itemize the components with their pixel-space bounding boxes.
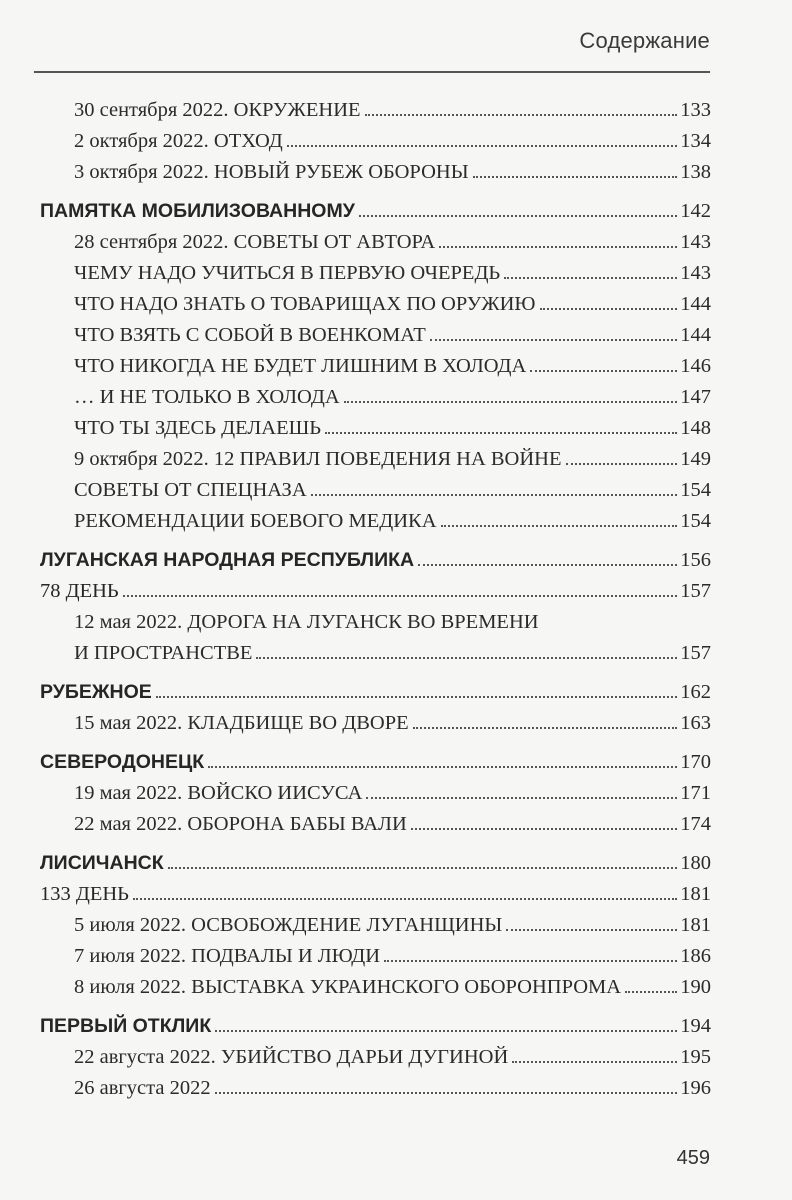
toc-subentry[interactable]: [74, 227, 711, 258]
toc-subentry[interactable]: [74, 95, 711, 126]
toc-section-entry[interactable]: [40, 848, 711, 879]
toc-subentry[interactable]: [74, 258, 711, 289]
dot-leader: [133, 898, 677, 900]
toc-subentry[interactable]: [74, 1042, 711, 1073]
toc-entry-title: ЛИСИЧАНСК: [40, 852, 164, 874]
toc-subentry[interactable]: [74, 126, 711, 157]
toc-subentry[interactable]: [74, 413, 711, 444]
toc-entry-page: 170: [680, 751, 711, 773]
toc-subentry[interactable]: [74, 910, 711, 941]
toc-subentry[interactable]: [74, 382, 711, 413]
dot-leader: [566, 463, 678, 465]
toc-entry-title-line: 12 мая 2022. ДОРОГА НА ЛУГАНСК ВО ВРЕМЕНИ: [74, 611, 539, 633]
toc-section-entry[interactable]: [40, 879, 711, 910]
group-spacer: [0, 739, 792, 747]
toc-entry-page: 157: [680, 580, 711, 602]
dot-leader: [625, 991, 677, 993]
toc-entry-page: 133: [680, 99, 711, 121]
dot-leader: [366, 797, 677, 799]
dot-leader: [215, 1092, 678, 1094]
toc-entry-title: 26 августа 2022: [74, 1077, 211, 1099]
toc-subentry[interactable]: [74, 475, 711, 506]
toc-subentry[interactable]: [74, 444, 711, 475]
header-rule: [34, 71, 710, 73]
toc-section-entry[interactable]: [40, 196, 711, 227]
toc-entry-page: 138: [680, 161, 711, 183]
toc-section-entry[interactable]: [40, 1011, 711, 1042]
toc-entry-page: 186: [680, 945, 711, 967]
dot-leader: [512, 1061, 677, 1063]
toc-subentry[interactable]: [74, 778, 711, 809]
toc-entry-page: 157: [680, 642, 711, 664]
toc-entry-page: 148: [680, 417, 711, 439]
toc-entry-page: 143: [680, 231, 711, 253]
toc-entry-title: ПЕРВЫЙ ОТКЛИК: [40, 1015, 212, 1037]
table-of-contents: [0, 95, 792, 1104]
toc-entry-title: ЧТО ТЫ ЗДЕСЬ ДЕЛАЕШЬ: [74, 417, 322, 439]
toc-entry-title: 2 октября 2022. ОТХОД: [74, 130, 283, 152]
toc-entry-title: 133 ДЕНЬ: [40, 883, 129, 905]
page-number: 459: [676, 1147, 710, 1169]
toc-entry-page: 154: [680, 479, 711, 501]
toc-subentry[interactable]: [74, 708, 711, 739]
toc-entry-page: 156: [680, 549, 711, 571]
toc-entry-title: ЧТО НАДО ЗНАТЬ О ТОВАРИЩАХ ПО ОРУЖИЮ: [74, 293, 536, 315]
toc-entry-page: 195: [680, 1046, 711, 1068]
toc-entry-title: 15 мая 2022. КЛАДБИЩЕ ВО ДВОРЕ: [74, 712, 409, 734]
toc-subentry[interactable]: [74, 941, 711, 972]
toc-subentry[interactable]: [74, 638, 711, 669]
toc-entry-title: 19 мая 2022. ВОЙСКО ИИСУСА: [74, 782, 363, 804]
toc-entry-title: ЛУГАНСКАЯ НАРОДНАЯ РЕСПУБЛИКА: [40, 549, 415, 571]
dot-leader: [287, 145, 677, 147]
toc-subentry[interactable]: [74, 351, 711, 382]
toc-entry-title: 22 августа 2022. УБИЙСТВО ДАРЬИ ДУГИНОЙ: [74, 1046, 509, 1068]
dot-leader: [411, 828, 677, 830]
toc-entry-page: 181: [680, 914, 711, 936]
toc-entry-page: 194: [680, 1015, 711, 1037]
dot-leader: [441, 525, 678, 527]
toc-entry-page: 146: [680, 355, 711, 377]
toc-subentry[interactable]: [74, 972, 711, 1003]
group-spacer: [0, 1003, 792, 1011]
group-spacer: [0, 669, 792, 677]
dot-leader: [256, 657, 677, 659]
toc-entry-title: СЕВЕРОДОНЕЦК: [40, 751, 205, 773]
toc-entry-page: 143: [680, 262, 711, 284]
toc-entry-page: 181: [680, 883, 711, 905]
toc-section-entry[interactable]: [40, 747, 711, 778]
toc-subentry[interactable]: [74, 1073, 711, 1104]
toc-entry-page: 174: [680, 813, 711, 835]
toc-entry-title: 28 сентября 2022. СОВЕТЫ ОТ АВТОРА: [74, 231, 436, 253]
toc-entry-title: 7 июля 2022. ПОДВАЛЫ И ЛЮДИ: [74, 945, 380, 967]
dot-leader: [413, 727, 678, 729]
toc-entry-page: 180: [680, 852, 711, 874]
dot-leader: [215, 1030, 677, 1032]
toc-entry-title: 30 сентября 2022. ОКРУЖЕНИЕ: [74, 99, 361, 121]
toc-subentry[interactable]: [74, 809, 711, 840]
toc-entry-title: ЧТО ВЗЯТЬ С СОБОЙ В ВОЕНКОМАТ: [74, 324, 426, 346]
toc-entry-page: 171: [680, 782, 711, 804]
toc-subentry[interactable]: [74, 289, 711, 320]
toc-entry-title: ПАМЯТКА МОБИЛИЗОВАННОМУ: [40, 200, 355, 222]
toc-subentry[interactable]: [74, 506, 711, 537]
dot-leader: [123, 595, 678, 597]
toc-entry-title: 9 октября 2022. 12 ПРАВИЛ ПОВЕДЕНИЯ НА ВОЙНЕ: [74, 448, 562, 470]
toc-entry-page: 154: [680, 510, 711, 532]
dot-leader: [430, 339, 678, 341]
toc-entry-title: 3 октября 2022. НОВЫЙ РУБЕЖ ОБОРОНЫ: [74, 161, 469, 183]
toc-section-entry[interactable]: [40, 545, 711, 576]
toc-entry-page: 144: [680, 324, 711, 346]
toc-entry-title: РЕКОМЕНДАЦИИ БОЕВОГО МЕДИКА: [74, 510, 437, 532]
dot-leader: [530, 370, 677, 372]
toc-entry-title: 8 июля 2022. ВЫСТАВКА УКРАИНСКОГО ОБОРОНПРОМА: [74, 976, 622, 998]
dot-leader: [208, 766, 677, 768]
dot-leader: [325, 432, 677, 434]
dot-leader: [311, 494, 678, 496]
dot-leader: [344, 401, 678, 403]
dot-leader: [359, 215, 677, 217]
toc-entry-title: 22 мая 2022. ОБОРОНА БАБЫ ВАЛИ: [74, 813, 407, 835]
group-spacer: [0, 840, 792, 848]
toc-entry-page: 147: [680, 386, 711, 408]
toc-section-entry[interactable]: [40, 576, 711, 607]
toc-section-entry[interactable]: [40, 677, 711, 708]
dot-leader: [473, 176, 678, 178]
toc-entry-title: И ПРОСТРАНСТВЕ: [74, 642, 253, 664]
toc-entry-title: ЧТО НИКОГДА НЕ БУДЕТ ЛИШНИМ В ХОЛОДА: [74, 355, 527, 377]
toc-entry-title: … И НЕ ТОЛЬКО В ХОЛОДА: [74, 386, 340, 408]
dot-leader: [439, 246, 677, 248]
dot-leader: [504, 277, 677, 279]
group-spacer: [0, 537, 792, 545]
toc-entry-page: 163: [680, 712, 711, 734]
toc-entry-page: 134: [680, 130, 711, 152]
toc-entry-page: 190: [680, 976, 711, 998]
dot-leader: [168, 867, 678, 869]
toc-subentry[interactable]: [74, 157, 711, 188]
toc-entry-page: 142: [680, 200, 711, 222]
group-spacer: [0, 188, 792, 196]
toc-entry-page: 149: [680, 448, 711, 470]
toc-entry-page: 144: [680, 293, 711, 315]
toc-entry-title: 5 июля 2022. ОСВОБОЖДЕНИЕ ЛУГАНЩИНЫ: [74, 914, 503, 936]
running-header-title: Содержание: [579, 28, 710, 53]
dot-leader: [365, 114, 678, 116]
toc-entry-title: 78 ДЕНЬ: [40, 580, 119, 602]
dot-leader: [540, 308, 678, 310]
dot-leader: [156, 696, 677, 698]
toc-entry-title: РУБЕЖНОЕ: [40, 681, 152, 703]
dot-leader: [418, 564, 677, 566]
dot-leader: [384, 960, 677, 962]
toc-entry-title: СОВЕТЫ ОТ СПЕЦНАЗА: [74, 479, 307, 501]
toc-subentry[interactable]: [74, 320, 711, 351]
toc-entry-page: 196: [680, 1077, 711, 1099]
dot-leader: [506, 929, 677, 931]
toc-entry-title: ЧЕМУ НАДО УЧИТЬСЯ В ПЕРВУЮ ОЧЕРЕДЬ: [74, 262, 501, 284]
toc-entry-page: 162: [680, 681, 711, 703]
